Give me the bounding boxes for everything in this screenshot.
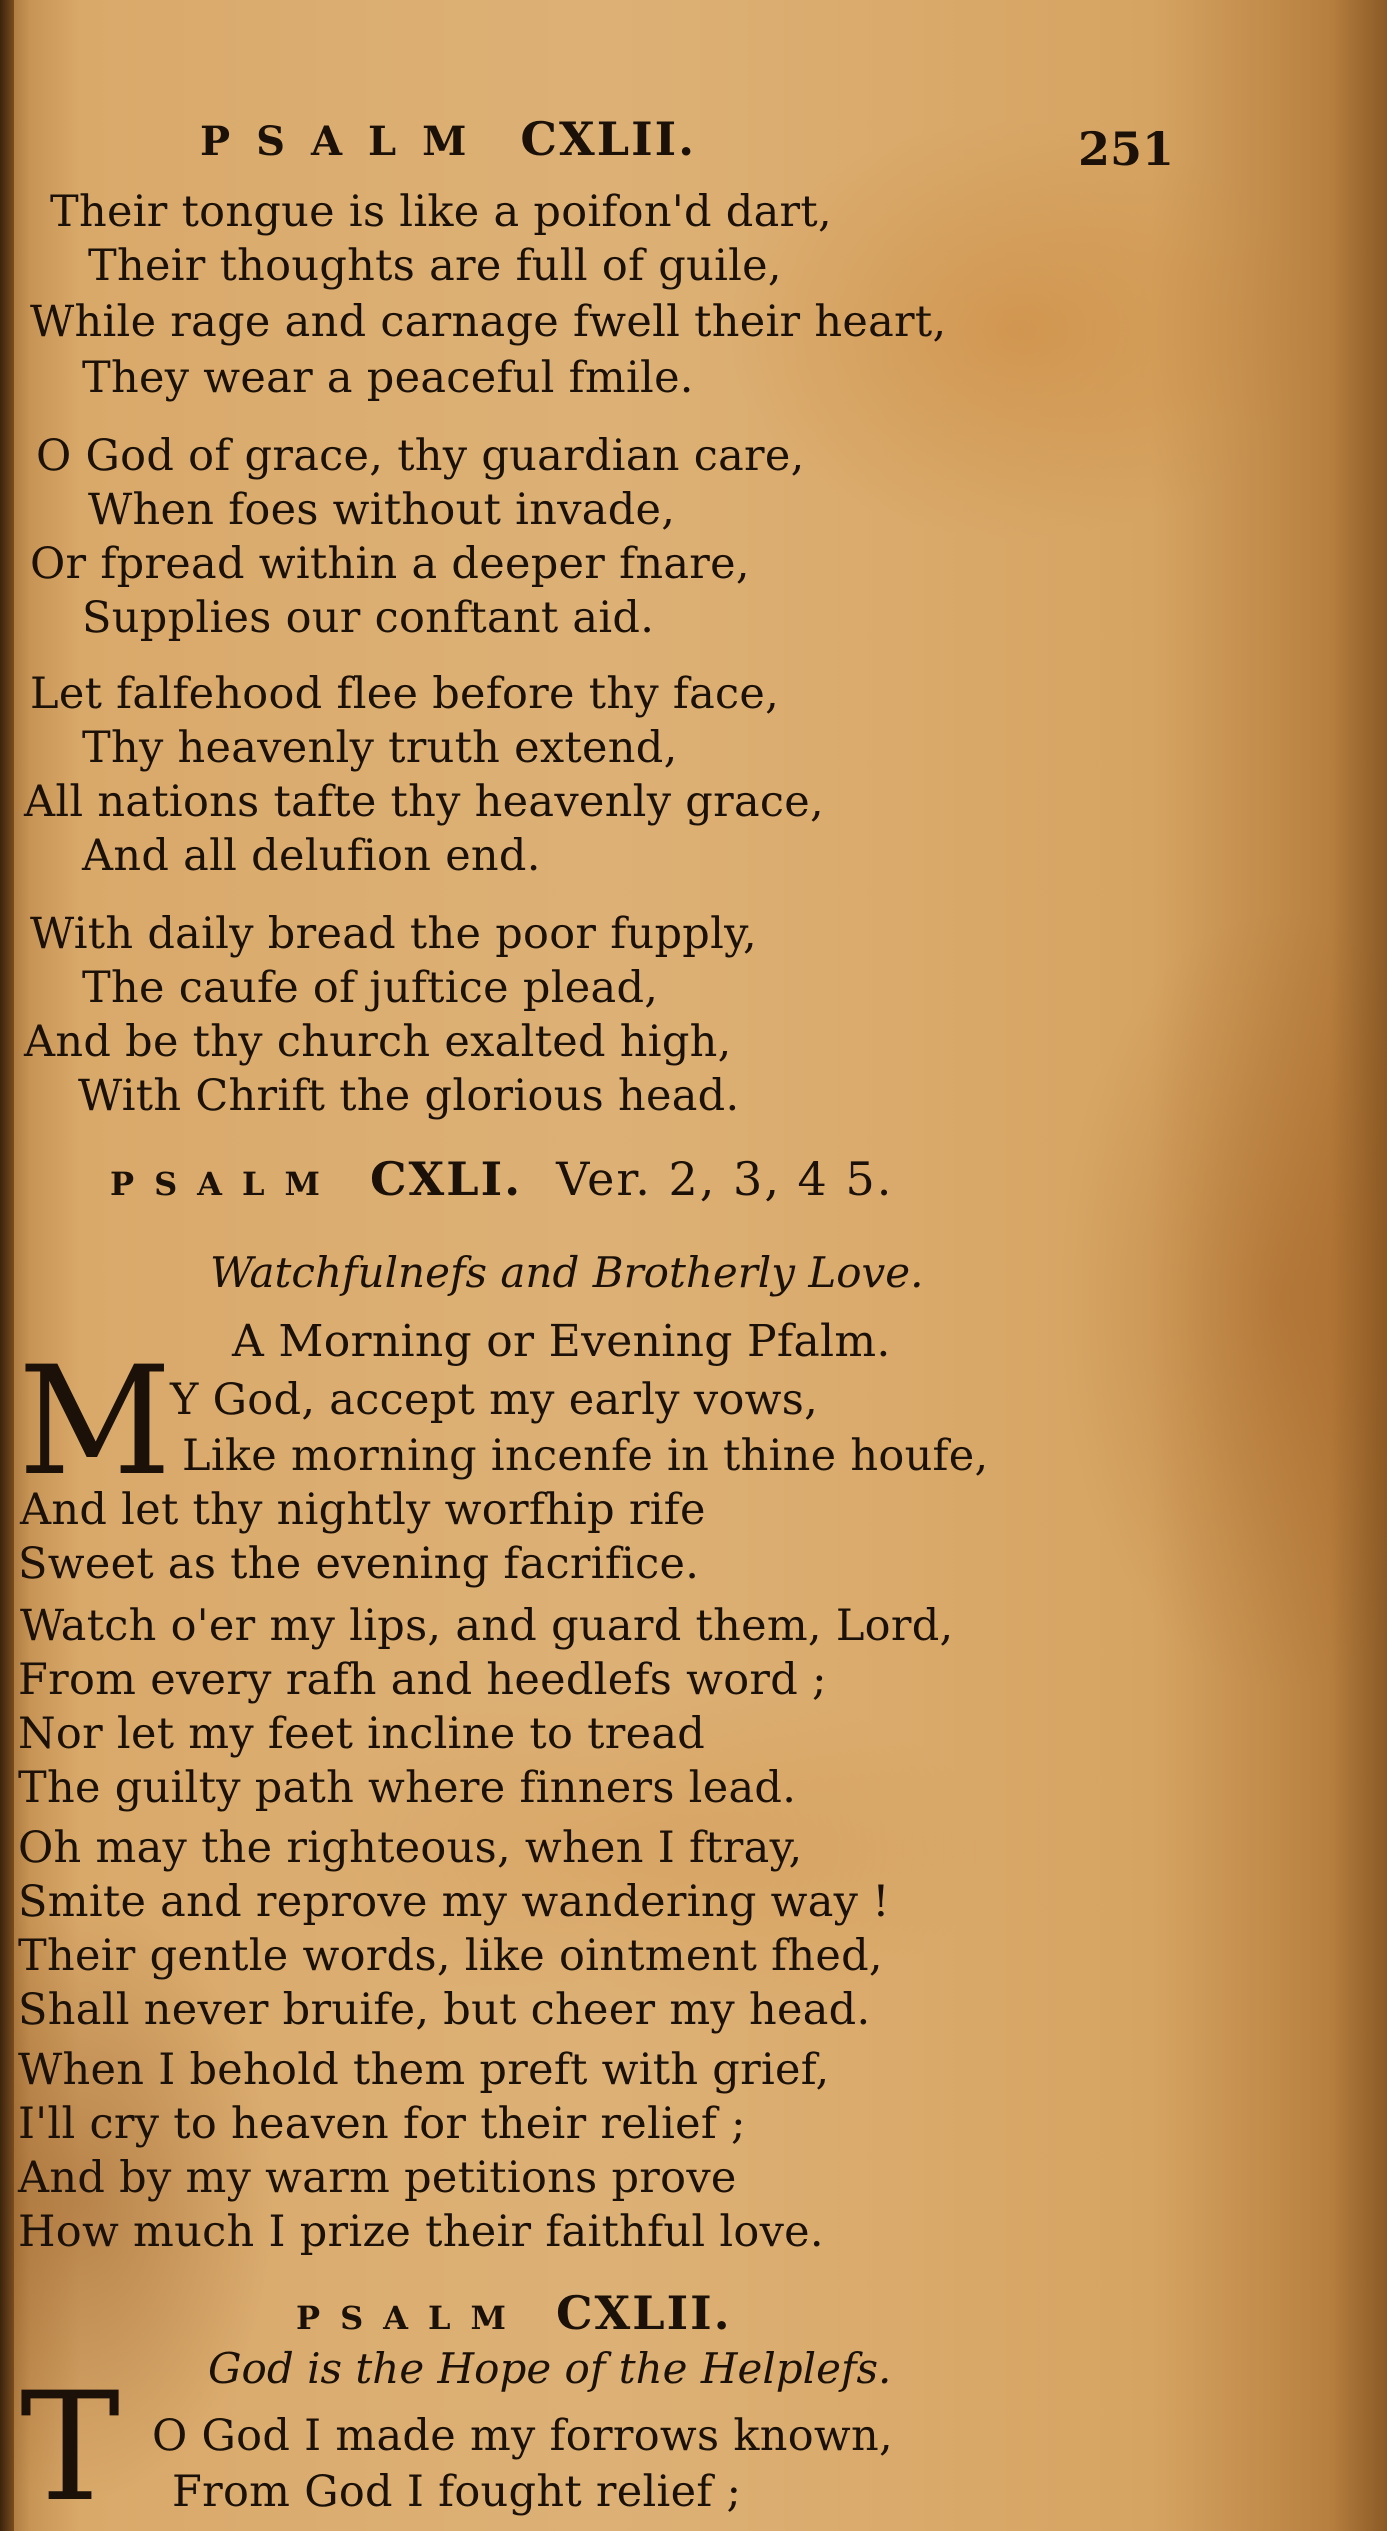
psalm-141-number: CXLI. bbox=[369, 1152, 523, 1206]
running-head-word: PSALM bbox=[200, 118, 493, 165]
running-head bbox=[200, 112, 696, 166]
verse-line: And by my warm petitions prove bbox=[18, 2153, 737, 2203]
psalm-141-subtitle2: A Morning or Evening Pfalm. bbox=[232, 1316, 891, 1367]
verse-line: O God of grace, thy guardian care, bbox=[36, 431, 805, 481]
verse-line: With Chrift the glorious head. bbox=[78, 1071, 740, 1121]
verse-line: Watch o'er my lips, and guard them, Lord, bbox=[20, 1601, 954, 1651]
verse-line: Nor let my feet incline to tread bbox=[18, 1709, 706, 1759]
psalm-141-subtitle: Watchfulnefs and Brotherly Love. bbox=[210, 1248, 924, 1297]
page-spine-edge bbox=[0, 0, 14, 2531]
psalm-141-heading bbox=[110, 1152, 893, 1206]
verse-line: The guilty path where finners lead. bbox=[18, 1763, 797, 1813]
running-head-number: CXLII. bbox=[520, 112, 697, 166]
verse-line: All nations tafte thy heavenly grace, bbox=[24, 777, 825, 827]
verse-line: Thy heavenly truth extend, bbox=[82, 723, 678, 773]
verse-line: They wear a peaceful fmile. bbox=[82, 353, 694, 403]
verse-line: Their gentle words, like ointment fhed, bbox=[18, 1931, 883, 1981]
verse-line: Or fpread within a deeper fnare, bbox=[30, 539, 750, 589]
verse-line: And be thy church exalted high, bbox=[24, 1017, 732, 1067]
verse-line: Their thoughts are full of guile, bbox=[88, 241, 782, 291]
verse-line: Let falfehood flee before thy face, bbox=[30, 669, 780, 719]
psalm-141-word: PSALM bbox=[110, 1165, 340, 1203]
psalm-142-number: CXLII. bbox=[555, 2286, 732, 2340]
verse-line: While rage and carnage fwell their heart, bbox=[30, 297, 947, 347]
verse-line: Sweet as the evening facrifice. bbox=[18, 1539, 700, 1589]
psalm-142-word: PSALM bbox=[296, 2299, 526, 2337]
verse-line: How much I prize their faithful love. bbox=[18, 2207, 824, 2257]
dropcap-t: T bbox=[20, 2361, 121, 2531]
psalm-142-subtitle: God is the Hope of the Helplefs. bbox=[208, 2344, 892, 2393]
verse-line: The caufe of juftice plead, bbox=[82, 963, 659, 1013]
verse-line: Shall never bruife, but cheer my head. bbox=[18, 1985, 871, 2035]
verse-line: Supplies our conftant aid. bbox=[82, 593, 655, 643]
verse-line: And let thy nightly worfhip rife bbox=[20, 1485, 706, 1535]
verse-line: O God I made my forrows known, bbox=[152, 2411, 893, 2461]
verse-line: And all delufion end. bbox=[82, 831, 541, 881]
page-number: 251 bbox=[1078, 122, 1175, 176]
verse-line: When I behold them preft with grief, bbox=[18, 2045, 830, 2095]
verse-line: When foes without invade, bbox=[88, 485, 676, 535]
verse-line: Their tongue is like a poifon'd dart, bbox=[50, 187, 832, 237]
verse-line: Like morning incenfe in thine houfe, bbox=[182, 1431, 989, 1481]
verse-line: From God I fought relief ; bbox=[172, 2467, 742, 2517]
verse-line: From every rafh and heedlefs word ; bbox=[18, 1655, 827, 1705]
verse-line: Smite and reprove my wandering way ! bbox=[18, 1877, 890, 1927]
verse-line: Y God, accept my early vows, bbox=[170, 1375, 819, 1425]
psalm-142-heading bbox=[296, 2286, 732, 2340]
psalm-141-verses: Ver. 2, 3, 4 5. bbox=[556, 1152, 894, 1206]
verse-line: With daily bread the poor fupply, bbox=[30, 909, 758, 959]
verse-line: Oh may the righteous, when I ftray, bbox=[18, 1823, 803, 1873]
dropcap-m: M bbox=[18, 1335, 172, 1509]
verse-line: I'll cry to heaven for their relief ; bbox=[18, 2099, 746, 2149]
